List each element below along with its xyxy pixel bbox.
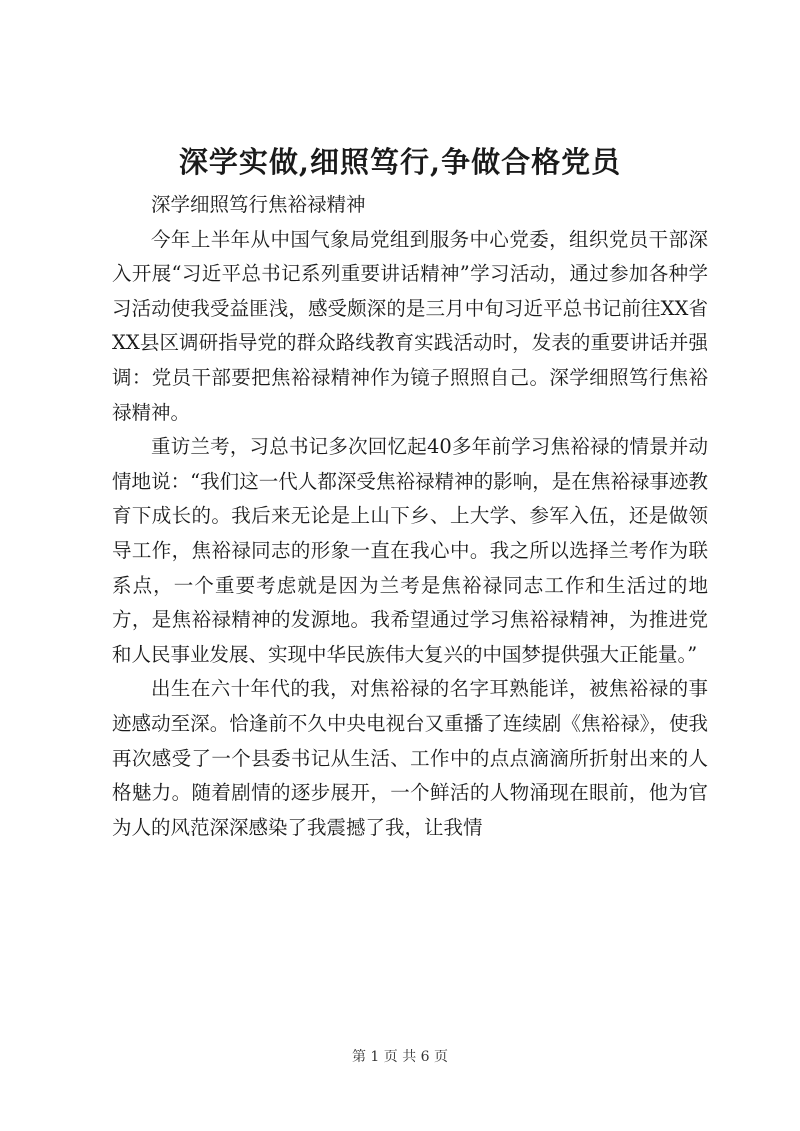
document-title: 深学实做,细照笃行,争做合格党员 xyxy=(178,145,622,179)
document-subtitle: 深学细照笃行焦裕禄精神 xyxy=(151,193,366,216)
page-footer: 第 1 页 共 6 页 xyxy=(351,1049,449,1065)
paragraph-2: 重访兰考，习总书记多次回忆起40多年前学习焦裕禄的情景并动情地说：“我们这一代人都深受焦裕禄精神的影响，是在焦裕禄事迹教育下成长的。我后来无论是上山下乡、上大学、参军入伍，还是做领导工作，焦裕禄同志的形象一直在我心中。我之所以选择兰考作为联系点，一个重要考虑就是因为兰考是焦裕禄同志工作和生活过的地方，是焦裕禄精神的发源地。我希望通过学习焦裕禄精神，为推进党和人民事业发展、实现中华民族伟大复兴的中国梦提供强大正能量。” xyxy=(112,435,708,666)
paragraph-3: 出生在六十年代的我，对焦裕禄的名字耳熟能详，被焦裕禄的事迹感动至深。恰逢前不久中央电视台又重播了连续剧《焦裕禄》，使我再次感受了一个县委书记从生活、工作中的点点滴滴所折射出来的人格魅力。随着剧情的逐步展开，一个鲜活的人物涌现在眼前，他为官为人的风范深深感染了我震撼了我，让我情 xyxy=(112,677,708,839)
paragraph-1: 今年上半年从中国气象局党组到服务中心党委，组织党员干部深入开展“习近平总书记系列重要讲话精神”学习活动，通过参加各种学习活动使我受益匪浅，感受颇深的是三月中旬习近平总书记前往XX省XX县区调研指导党的群众路线教育实践活动时，发表的重要讲话并强调：党员干部要把焦裕禄精神作为镜子照照自己。深学细照笃行焦裕禄精神。 xyxy=(112,227,708,424)
document-body xyxy=(112,188,708,845)
